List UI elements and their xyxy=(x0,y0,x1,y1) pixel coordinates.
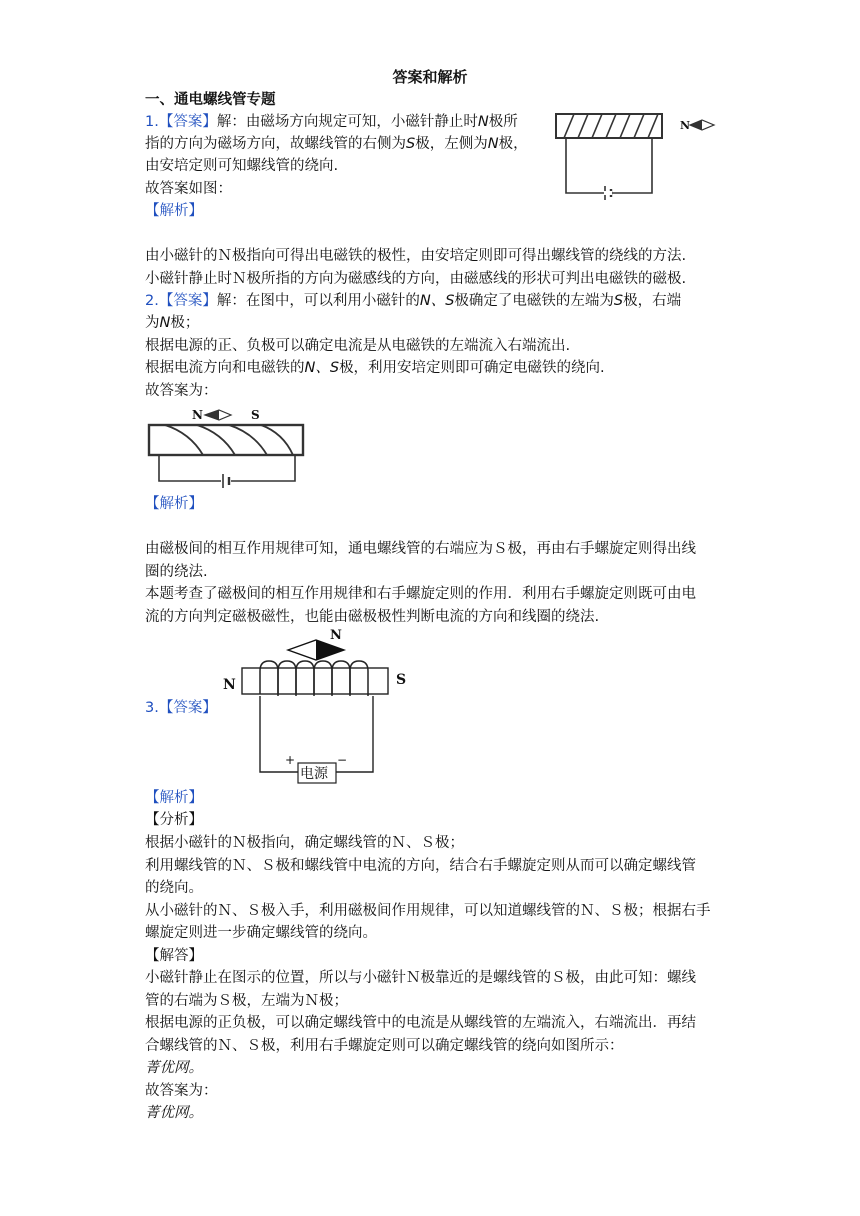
q2-text: 根据电流方向和电磁铁的 xyxy=(145,360,305,376)
q2-number: 2. xyxy=(145,293,159,309)
q3-right-pole: S xyxy=(396,672,407,688)
section-heading: 一、通电螺线管专题 xyxy=(145,92,276,108)
q2-text: 解：在图中，可以利用小磁针的 xyxy=(216,293,420,309)
q3-minus-sign: − xyxy=(337,753,348,767)
q3-solution-5: 菁优网。 xyxy=(145,1060,203,1076)
q1-solenoid-diagram xyxy=(550,108,725,203)
q1-text: 极，左侧为 xyxy=(415,136,488,152)
q1-answer-line1 xyxy=(145,111,518,133)
q3-jiexi-tag: 【解析】 xyxy=(145,790,203,806)
q1-text: 解：由磁场方向规定可知，小磁针静止时 xyxy=(216,114,478,130)
q3-solution-4: 合螺线管的Ｎ、Ｓ极，利用右手螺旋定则可以确定螺线管的绕向如图所示： xyxy=(145,1038,624,1054)
q1-answer-line4: 故答案如图： xyxy=(145,181,232,197)
q3-solenoid-diagram xyxy=(220,625,420,790)
q2-ns: N、S xyxy=(304,360,340,376)
q1-answer-line2 xyxy=(145,133,528,155)
q2-explanation-2: 圈的绕法. xyxy=(145,564,208,580)
q2-answer-line4 xyxy=(145,357,605,379)
q1-answer-line3: 由安培定则可知螺线管的绕向. xyxy=(145,158,339,174)
q1-explanation-1: 由小磁针的Ｎ极指向可得出电磁铁的极性，由安培定则即可得出螺线管的绕线的方法. xyxy=(145,248,687,264)
q2-explanation-3: 本题考查了磁极间的相互作用规律和右手螺旋定则的作用．利用右手螺旋定则既可由电 xyxy=(145,586,696,602)
q1-n: N xyxy=(477,114,489,130)
q1-explanation-2: 小磁针静止时Ｎ极所指的方向为磁感线的方向，由磁感线的形状可判出电磁铁的磁极. xyxy=(145,271,687,287)
q1-s: S xyxy=(406,136,416,152)
q3-analysis-1: 根据小磁针的Ｎ极指向，确定螺线管的Ｎ、Ｓ极； xyxy=(145,835,464,851)
q2-explanation-4: 流的方向判定磁极磁性，也能由磁极极性判断电流的方向和线圈的绕法. xyxy=(145,609,600,625)
q2-answer-line2 xyxy=(145,312,199,334)
q2-jiexi-tag: 【解析】 xyxy=(145,496,203,512)
q1-text: 极， xyxy=(498,136,528,152)
q1-needle-label: N xyxy=(680,119,691,132)
q3-answer-line xyxy=(145,697,217,719)
q2-s: S xyxy=(613,293,624,309)
q3-analysis-5: 螺旋定则进一步确定螺线管的绕向。 xyxy=(145,925,377,941)
q1-number: 1. xyxy=(145,114,159,130)
q2-explanation-1: 由磁极间的相互作用规律可知，通电螺线管的右端应为Ｓ极，再由右手螺旋定则得出线 xyxy=(145,541,696,557)
q1-jiexi-tag: 【解析】 xyxy=(145,203,203,219)
q3-power-source: 电源 xyxy=(300,766,328,782)
q2-needle-s: S xyxy=(251,408,260,422)
q3-solution-2: 管的右端为Ｓ极，左端为Ｎ极； xyxy=(145,993,348,1009)
q2-text: 极； xyxy=(170,315,200,331)
q3-analysis-3: 的绕向。 xyxy=(145,880,203,896)
q3-solution-6: 故答案为： xyxy=(145,1083,218,1099)
q2-answer-line5: 故答案为： xyxy=(145,383,218,399)
q2-answer-tag: 【答案】 xyxy=(158,293,217,309)
q3-plus-sign: + xyxy=(285,753,296,767)
q3-needle-label: N xyxy=(330,628,342,643)
q2-text: 极确定了电磁铁的左端为 xyxy=(454,293,614,309)
q1-text: 指的方向为磁场方向，故螺线管的右侧为 xyxy=(145,136,406,152)
q3-left-pole: N xyxy=(223,677,236,693)
q2-answer-line3: 根据电源的正、负极可以确定电流是从电磁铁的左端流入右端流出. xyxy=(145,338,571,354)
q2-text: 极，右端 xyxy=(623,293,682,309)
q1-answer-tag: 【答案】 xyxy=(158,114,217,130)
q3-jieda-tag: 【解答】 xyxy=(145,948,203,964)
q3-solution-1: 小磁针静止在图示的位置，所以与小磁针Ｎ极靠近的是螺线管的Ｓ极，由此可知：螺线 xyxy=(145,970,696,986)
q1-n: N xyxy=(487,136,499,152)
q3-solution-7: 菁优网。 xyxy=(145,1105,203,1121)
q3-fenxi-tag: 【分析】 xyxy=(145,812,203,828)
q3-analysis-2: 利用螺线管的Ｎ、Ｓ极和螺线管中电流的方向，结合右手螺旋定则从而可以确定螺线管 xyxy=(145,858,696,874)
q2-answer-line1 xyxy=(145,290,681,312)
q3-number: 3. xyxy=(145,700,159,716)
q2-solenoid-diagram xyxy=(145,403,315,488)
q2-n: N xyxy=(159,315,171,331)
q3-answer-tag: 【答案】 xyxy=(158,700,217,716)
q2-ns: N、S xyxy=(419,293,455,309)
q2-text: 为 xyxy=(145,315,160,331)
q3-analysis-4: 从小磁针的Ｎ、Ｓ极入手，利用磁极间作用规律，可以知道螺线管的Ｎ、Ｓ极；根据右手 xyxy=(145,903,711,919)
q1-text: 极所 xyxy=(488,114,518,130)
q2-needle-n: N xyxy=(192,408,203,422)
q3-solution-3: 根据电源的正负极，可以确定螺线管中的电流是从螺线管的左端流入，右端流出．再结 xyxy=(145,1015,696,1031)
q2-text: 极，利用安培定则即可确定电磁铁的绕向. xyxy=(339,360,605,376)
page-title: 答案和解析 xyxy=(392,68,468,86)
